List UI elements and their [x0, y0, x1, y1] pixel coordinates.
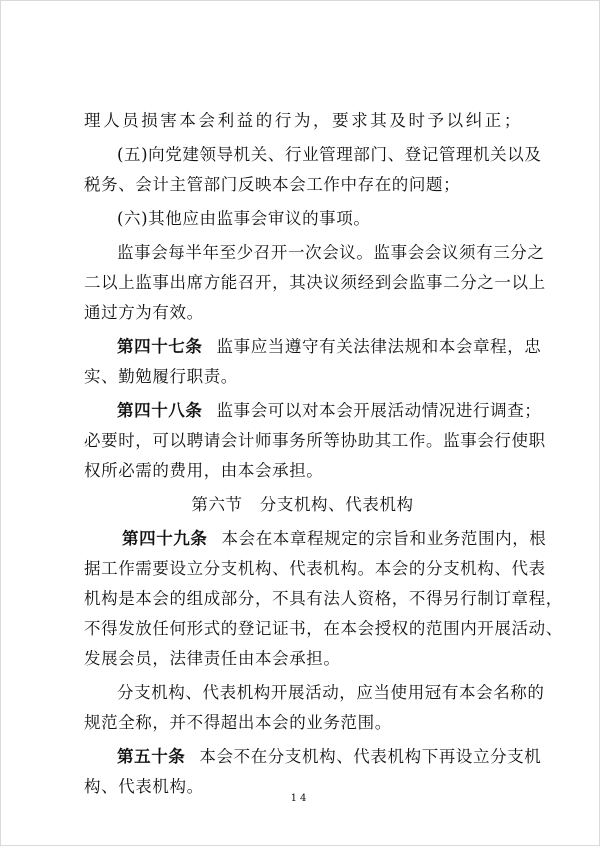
- text-line: 必要时，可以聘请会计师事务所等协助其工作。监事会行使职: [84, 431, 546, 450]
- article-50-line: [84, 747, 542, 767]
- text-line: 理人员损害本会利益的行为，要求其及时予以纠正；: [84, 111, 521, 130]
- text-line: 分支机构、代表机构开展活动，应当使用冠有本会名称的: [117, 683, 545, 702]
- text-line: (五)向党建领导机关、行业管理部门、登记管理机关以及: [117, 145, 542, 164]
- text-line: 二以上监事出席方能召开，其决议须经到会监事二分之一以上: [84, 273, 546, 292]
- article-number: 第四十八条: [117, 401, 203, 420]
- article-text: 本会不在分支机构、代表机构下再设立分支机: [199, 747, 542, 766]
- article-49-line: [84, 529, 547, 549]
- article-number: 第四十七条: [117, 337, 203, 356]
- article-48-line: [84, 401, 542, 421]
- text-line: 不得发放任何形式的登记证书，在本会授权的范围内开展活动、: [84, 619, 563, 638]
- text-line: 监事会每半年至少召开一次会议。监事会会议须有三分之: [117, 243, 545, 262]
- article-number: 第四十九条: [122, 529, 208, 548]
- article-text: 监事会可以对本会开展活动情况进行调查；: [216, 401, 542, 420]
- article-text: 本会在本章程规定的宗旨和业务范围内，根: [221, 529, 547, 548]
- page-number: 14: [290, 793, 310, 804]
- article-47-line: [84, 337, 542, 357]
- text-line: (六)其他应由监事会审议的事项。: [117, 209, 371, 228]
- text-line: 发展会员，法律责任由本会承担。: [84, 649, 341, 668]
- text-line: 权所必需的费用，由本会承担。: [84, 461, 324, 480]
- text-line: 据工作需要设立分支机构、代表机构。本会的分支机构、代表: [84, 559, 546, 578]
- article-number: 第五十条: [117, 747, 186, 766]
- text-line: 税务、会计主管部门反映本会工作中存在的问题；: [84, 175, 461, 194]
- text-line: 构、代表机构。: [84, 777, 204, 796]
- text-line: 机构是本会的组成部分，不具有法人资格，不得另行制订章程，: [84, 589, 563, 608]
- text-line: 通过方为有效。: [84, 303, 204, 322]
- document-body: [84, 111, 563, 797]
- article-text: 监事应当遵守有关法律法规和本会章程，忠: [216, 337, 542, 356]
- text-line: 规范全称，并不得超出本会的业务范围。: [84, 713, 392, 732]
- section-heading: 第六节 分支机构、代表机构: [191, 495, 414, 514]
- text-line: 实、勤勉履行职责。: [84, 367, 238, 386]
